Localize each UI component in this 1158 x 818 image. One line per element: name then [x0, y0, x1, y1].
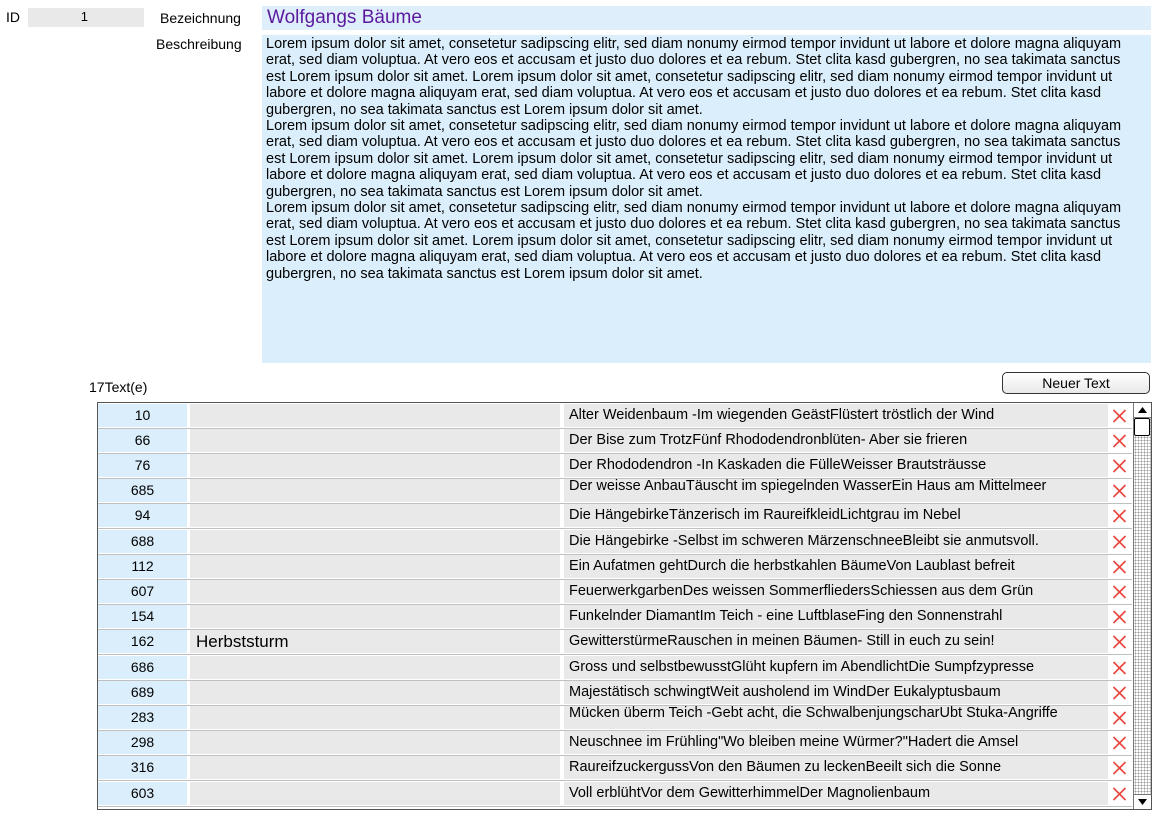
delete-row-button[interactable] — [1111, 633, 1128, 650]
row-text[interactable]: Der weisse AnbauTäuscht im spiegelnden WasserEin Haus am Mittelmeer — [564, 479, 1108, 502]
table-row[interactable] — [98, 429, 1132, 454]
bezeichnung-field[interactable]: Wolfgangs Bäume — [262, 6, 1151, 30]
close-icon — [1111, 583, 1128, 600]
delete-row-button[interactable] — [1111, 684, 1128, 701]
row-number: 10 — [98, 404, 187, 427]
text-list — [97, 402, 1152, 810]
row-text[interactable]: Die HängebirkeTänzerisch im RaureifkleidLichtgrau im Nebel — [564, 504, 1108, 527]
row-text[interactable]: Gross und selbstbewusstGlüht kupfern im AbendlichtDie Sumpfzypresse — [564, 656, 1108, 679]
row-title[interactable] — [190, 681, 560, 704]
row-title[interactable] — [190, 555, 560, 578]
row-text[interactable]: Neuschnee im Frühling"Wo bleiben meine Würmer?"Hadert die Amsel — [564, 731, 1108, 754]
row-number: 162 — [98, 630, 187, 653]
close-icon — [1111, 709, 1128, 726]
row-title[interactable] — [190, 756, 560, 779]
row-number: 154 — [98, 605, 187, 628]
row-title[interactable]: Herbststurm — [190, 630, 560, 653]
delete-row-button[interactable] — [1111, 759, 1128, 776]
row-number: 603 — [98, 782, 187, 805]
row-text[interactable]: Der Bise zum TrotzFünf Rhododendronblüten- Aber sie frieren — [564, 429, 1108, 452]
row-title[interactable] — [190, 479, 560, 502]
close-icon — [1111, 633, 1128, 650]
row-title[interactable] — [190, 782, 560, 805]
row-text[interactable]: Der Rhododendron -In Kaskaden die FülleWeisser Brautsträusse — [564, 454, 1108, 477]
delete-row-button[interactable] — [1111, 407, 1128, 424]
close-icon — [1111, 659, 1128, 676]
row-number: 689 — [98, 681, 187, 704]
table-row[interactable] — [98, 479, 1132, 504]
row-title[interactable] — [190, 404, 560, 427]
beschreibung-field[interactable]: Lorem ipsum dolor sit amet, consetetur sadipscing elitr, sed diam nonumy eirmod tempor invidunt ut labore et dolore magna aliquyam erat, sed diam voluptua. At vero eos et accusam et justo duo dolores et ea rebum. Stet clita kasd gubergren, no sea takimata sanctus est Lorem ipsum dolor sit amet. Lorem ipsum dolor sit amet, consetetur sadipscing elitr, sed diam nonumy eirmod tempor invidunt ut labore et dolore magna aliquyam erat, sed diam voluptua. At vero eos et accusam et justo duo dolores et ea rebum. Stet clita kasd gubergren, no sea takimata sanctus est Lorem ipsum dolor sit amet. Lorem ipsum dolor sit amet, consetetur sadipscing elitr, sed diam nonumy eirmod tempor invidunt ut labore et dolore magna aliquyam erat, sed diam voluptua. At vero eos et accusam et justo duo dolores et ea rebum. Stet clita kasd gubergren, no sea takimata sanctus est Lorem ipsum dolor sit amet. Lorem ipsum dolor sit amet, consetetur sadipscing elitr, sed diam nonumy eirmod tempor invidunt ut labore et dolore magna aliquyam erat, sed diam voluptua. At vero eos et accusam et justo duo dolores et ea rebum. Stet clita kasd gubergren, no sea takimata sanctus est Lorem ipsum dolor sit amet. Lorem ipsum dolor sit amet, consetetur sadipscing elitr, sed diam nonumy eirmod tempor invidunt ut labore et dolore magna aliquyam erat, sed diam voluptua. At vero eos et accusam et justo duo dolores et ea rebum. Stet clita kasd gubergren, no sea takimata sanctus est Lorem ipsum dolor sit amet. Lorem ipsum dolor sit amet, consetetur sadipscing elitr, sed diam nonumy eirmod tempor invidunt ut labore et dolore magna aliquyam erat, sed diam voluptua. At vero eos et accusam et justo duo dolores et ea rebum. Stet clita kasd gubergren, no sea takimata sanctus est Lorem ipsum dolor sit amet. — [262, 35, 1151, 363]
row-text[interactable]: Majestätisch schwingtWeit ausholend im WindDer Eukalyptusbaum — [564, 681, 1108, 704]
delete-row-button[interactable] — [1111, 608, 1128, 625]
close-icon — [1111, 684, 1128, 701]
delete-row-button[interactable] — [1111, 709, 1128, 726]
row-text[interactable]: GewitterstürmeRauschen in meinen Bäumen- Still in euch zu sein! — [564, 630, 1108, 653]
row-text[interactable]: Funkelnder DiamantIm Teich - eine LuftblaseFing den Sonnenstrahl — [564, 605, 1108, 628]
row-title[interactable] — [190, 605, 560, 628]
row-title[interactable] — [190, 706, 560, 729]
row-title[interactable] — [190, 580, 560, 603]
delete-row-button[interactable] — [1111, 533, 1128, 550]
row-title[interactable] — [190, 454, 560, 477]
row-text[interactable]: RaureifzuckergussVon den Bäumen zu leckenBeeilt sich die Sonne — [564, 756, 1108, 779]
delete-row-button[interactable] — [1111, 432, 1128, 449]
row-number: 66 — [98, 429, 187, 452]
vertical-scrollbar[interactable] — [1133, 403, 1151, 809]
table-row[interactable] — [98, 782, 1132, 807]
row-number: 112 — [98, 555, 187, 578]
new-text-button[interactable]: Neuer Text — [1002, 372, 1150, 394]
row-number: 686 — [98, 656, 187, 679]
scroll-thumb[interactable] — [1134, 418, 1150, 436]
close-icon — [1111, 608, 1128, 625]
text-count: 17 — [89, 379, 105, 395]
table-row[interactable] — [98, 656, 1132, 681]
row-title[interactable] — [190, 731, 560, 754]
table-row[interactable] — [98, 706, 1132, 731]
bezeichnung-label: Bezeichnung — [160, 10, 241, 26]
text-count-suffix: Text(e) — [104, 379, 148, 395]
scroll-up-button[interactable] — [1134, 403, 1151, 418]
row-title[interactable] — [190, 656, 560, 679]
delete-row-button[interactable] — [1111, 482, 1128, 499]
row-title[interactable] — [190, 429, 560, 452]
table-row[interactable] — [98, 756, 1132, 781]
row-text[interactable]: Voll erblühtVor dem GewitterhimmelDer Magnolienbaum — [564, 782, 1108, 805]
delete-row-button[interactable] — [1111, 457, 1128, 474]
beschreibung-label: Beschreibung — [156, 36, 242, 52]
close-icon — [1111, 759, 1128, 776]
close-icon — [1111, 407, 1128, 424]
row-text[interactable]: FeuerwerkgarbenDes weissen SommerfliedersSchiessen aus dem Grün — [564, 580, 1108, 603]
close-icon — [1111, 432, 1128, 449]
delete-row-button[interactable] — [1111, 785, 1128, 802]
triangle-up-icon — [1138, 407, 1147, 413]
close-icon — [1111, 558, 1128, 575]
row-text[interactable]: Die Hängebirke -Selbst im schweren MärzenschneeBleibt sie anmutsvoll. — [564, 530, 1108, 553]
row-number: 685 — [98, 479, 187, 502]
row-number: 688 — [98, 530, 187, 553]
delete-row-button[interactable] — [1111, 507, 1128, 524]
table-row[interactable] — [98, 681, 1132, 706]
table-row[interactable] — [98, 530, 1132, 555]
delete-row-button[interactable] — [1111, 558, 1128, 575]
row-number: 298 — [98, 731, 187, 754]
close-icon — [1111, 507, 1128, 524]
close-icon — [1111, 785, 1128, 802]
delete-row-button[interactable] — [1111, 734, 1128, 751]
scroll-down-button[interactable] — [1134, 794, 1151, 809]
row-number: 607 — [98, 580, 187, 603]
table-row[interactable] — [98, 555, 1132, 580]
table-row[interactable] — [98, 605, 1132, 630]
row-title[interactable] — [190, 530, 560, 553]
table-row[interactable] — [98, 504, 1132, 529]
row-number: 94 — [98, 504, 187, 527]
close-icon — [1111, 457, 1128, 474]
id-field[interactable]: 1 — [28, 8, 144, 27]
close-icon — [1111, 734, 1128, 751]
row-text[interactable]: Ein Aufatmen gehtDurch die herbstkahlen BäumeVon Laublast befreit — [564, 555, 1108, 578]
close-icon — [1111, 482, 1128, 499]
table-row[interactable] — [98, 731, 1132, 756]
row-title[interactable] — [190, 504, 560, 527]
row-text[interactable]: Alter Weidenbaum -Im wiegenden GeästFlüstert tröstlich der Wind — [564, 404, 1108, 427]
text-count-label — [89, 379, 147, 395]
row-number: 316 — [98, 756, 187, 779]
id-label: ID — [6, 9, 20, 25]
delete-row-button[interactable] — [1111, 583, 1128, 600]
table-row[interactable] — [98, 630, 1132, 655]
table-row[interactable] — [98, 404, 1132, 429]
delete-row-button[interactable] — [1111, 659, 1128, 676]
table-row[interactable] — [98, 454, 1132, 479]
table-row[interactable] — [98, 580, 1132, 605]
triangle-down-icon — [1138, 799, 1147, 805]
row-text[interactable]: Mücken überm Teich -Gebt acht, die SchwalbenjungscharÜbt Stuka-Angriffe — [564, 706, 1108, 729]
close-icon — [1111, 533, 1128, 550]
row-number: 76 — [98, 454, 187, 477]
row-number: 283 — [98, 706, 187, 729]
